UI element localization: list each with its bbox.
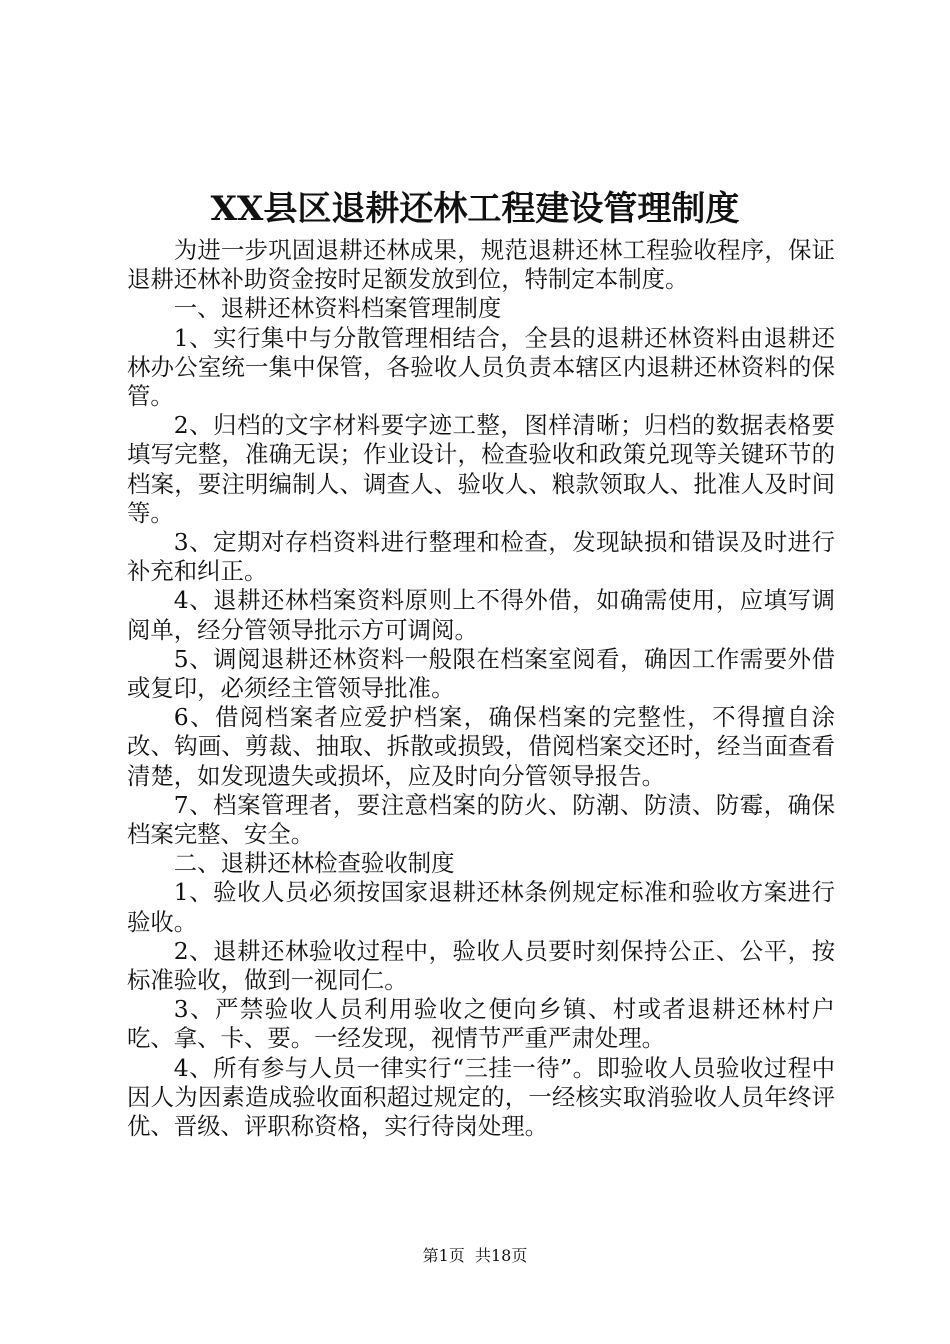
paragraph: 3、定期对存档资料进行整理和检查，发现缺损和错误及时进行补充和纠正。	[127, 528, 835, 586]
section-heading-inspection: 二、退耕还林检查验收制度	[173, 849, 455, 878]
section-heading-archive: 一、退耕还林资料档案管理制度	[173, 294, 502, 323]
document-title: XX县区退耕还林工程建设管理制度	[210, 189, 740, 229]
paragraph: 2、归档的文字材料要字迹工整，图样清晰；归档的数据表格要填写完整，准确无误；作业设计，检查验收和政策兑现等关键环节的档案，要注明编制人、调查人、验收人、粮款领取人、批准人及时间等。	[127, 411, 835, 527]
paragraph: 4、退耕还林档案资料原则上不得外借，如确需使用，应填写调阅单，经分管领导批示方可调阅。	[127, 586, 835, 644]
paragraph: 5、调阅退耕还林资料一般限在档案室阅看，确因工作需要外借或复印，必须经主管领导批准。	[127, 644, 835, 703]
paragraph: 2、退耕还林验收过程中，验收人员要时刻保持公正、公平，按标准验收，做到一视同仁。	[127, 936, 835, 995]
page-number: 第1页	[422, 1246, 465, 1265]
paragraph: 1、验收人员必须按国家退耕还林条例规定标准和验收方案进行验收。	[127, 878, 835, 936]
paragraph: 7、档案管理者，要注意档案的防火、防潮、防渍、防霉，确保档案完整、安全。	[127, 790, 835, 849]
page-footer	[0, 1244, 950, 1268]
paragraph: 1、实行集中与分散管理相结合，全县的退耕还林资料由退耕还林办公室统一集中保管，各验收人员负责本辖区内退耕还林资料的保管。	[127, 323, 835, 411]
page-total: 共18页	[474, 1246, 528, 1265]
paragraph-intro: 为进一步巩固退耕还林成果，规范退耕还林工程验收程序，保证退耕还林补助资金按时足额发放到位，特制定本制度。	[127, 236, 835, 294]
document-body	[127, 236, 835, 1141]
paragraph: 3、严禁验收人员利用验收之便向乡镇、村或者退耕还林村户吃、拿、卡、要。一经发现，视情节严重严肃处理。	[127, 995, 835, 1053]
paragraph: 4、所有参与人员一律实行“三挂一待”。即验收人员验收过程中因人为因素造成验收面积超过规定的，一经核实取消验收人员年终评优、晋级、评职称资格，实行待岗处理。	[127, 1053, 835, 1141]
paragraph: 6、借阅档案者应爱护档案，确保档案的完整性，不得擅自涂改、钩画、剪裁、抽取、拆散或损毁，借阅档案交还时，经当面查看清楚，如发现遗失或损坏，应及时向分管领导报告。	[127, 703, 835, 790]
